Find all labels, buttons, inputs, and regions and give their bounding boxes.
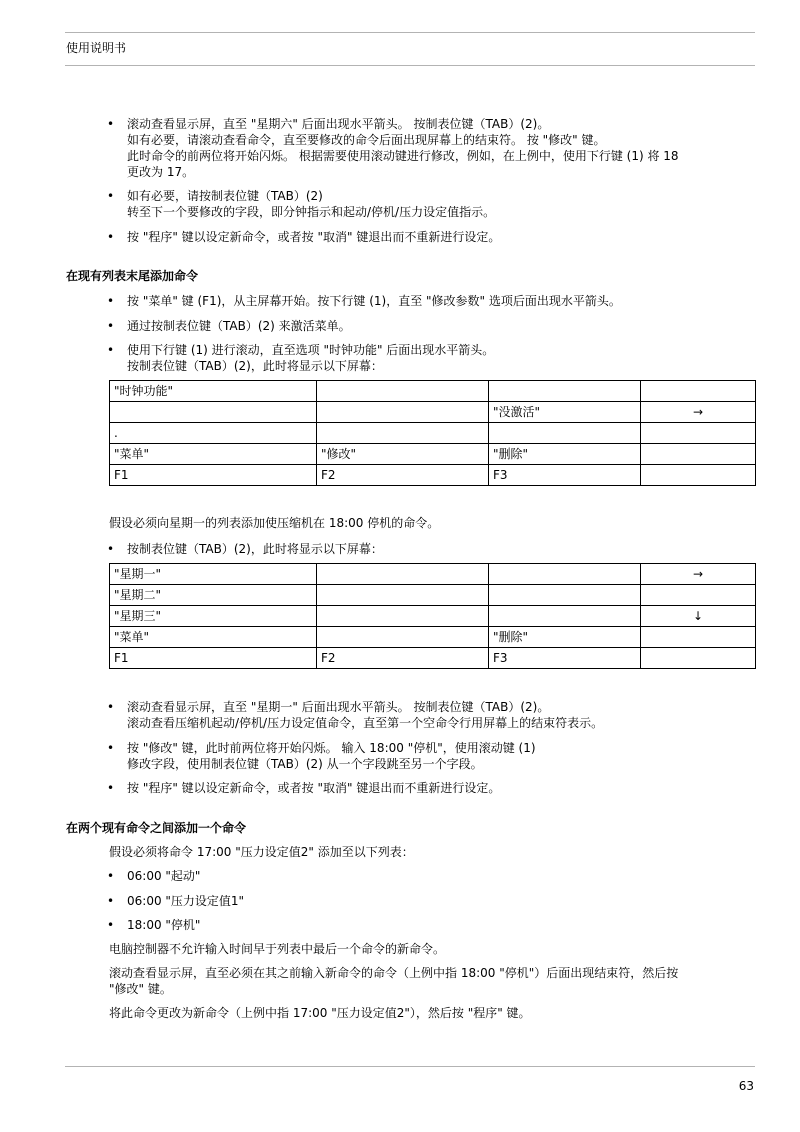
screen-cell — [641, 444, 756, 465]
screen-cell — [641, 585, 756, 606]
screen-cell — [110, 402, 317, 423]
table-row — [110, 627, 756, 648]
screen-cell — [489, 381, 641, 402]
screen-cell — [317, 606, 489, 627]
header-top-rule — [65, 32, 755, 33]
screen-cell — [489, 585, 641, 606]
screen-cell: F1 — [110, 648, 317, 669]
screen-cell: "菜单" — [110, 627, 317, 648]
screen-cell — [317, 564, 489, 585]
screen-cell: F3 — [489, 648, 641, 669]
table-row — [110, 423, 756, 444]
screen-cell — [317, 627, 489, 648]
screen-cell: F2 — [317, 465, 489, 486]
screen-cell — [317, 402, 489, 423]
screen-cell: F3 — [489, 465, 641, 486]
display-screen-table — [109, 380, 756, 486]
table-row — [110, 444, 756, 465]
paragraph: 假设必须将命令 17:00 "压力设定值2" 添加至以下列表： — [109, 845, 414, 859]
section-heading: 在两个现有命令之间添加一个命令 — [66, 821, 247, 835]
screen-cell: "删除" — [489, 627, 641, 648]
screen-cell: "修改" — [317, 444, 489, 465]
screen-cell: "星期一" — [110, 564, 317, 585]
page-number: 63 — [738, 1079, 754, 1093]
table-row — [110, 465, 756, 486]
screen-cell — [317, 585, 489, 606]
table-row — [110, 564, 756, 585]
arrow-right-icon: → — [641, 402, 756, 423]
screen-cell: F1 — [110, 465, 317, 486]
paragraph: 将此命令更改为新命令（上例中指 17:00 "压力设定值2"），然后按 "程序" 键。 — [109, 1006, 531, 1020]
screen-cell: "星期二" — [110, 585, 317, 606]
section-heading: 在现有列表末尾添加命令 — [66, 269, 199, 283]
screen-cell: . — [110, 423, 317, 444]
screen-cell — [317, 423, 489, 444]
header-title: 使用说明书 — [66, 41, 127, 55]
screen-cell — [489, 564, 641, 585]
header-bottom-rule — [65, 65, 755, 66]
table-row — [110, 648, 756, 669]
screen-cell — [317, 381, 489, 402]
screen-cell — [489, 423, 641, 444]
screen-cell — [641, 423, 756, 444]
footer-rule — [65, 1066, 755, 1067]
screen-cell: "时钟功能" — [110, 381, 317, 402]
table-row — [110, 402, 756, 423]
table-row — [110, 606, 756, 627]
screen-cell — [641, 627, 756, 648]
screen-cell: "菜单" — [110, 444, 317, 465]
table-row — [110, 381, 756, 402]
paragraph: 假设必须向星期一的列表添加使压缩机在 18:00 停机的命令。 — [109, 516, 440, 530]
arrow-down-icon: ↓ — [641, 606, 756, 627]
paragraph: 滚动查看显示屏，直至必须在其之前输入新命令的命令（上例中指 18:00 "停机"）后面出现结束符，然后按 "修改" 键。 — [109, 966, 679, 996]
screen-cell: "没激活" — [489, 402, 641, 423]
screen-cell: "星期三" — [110, 606, 317, 627]
screen-cell — [641, 648, 756, 669]
screen-cell — [489, 606, 641, 627]
display-screen-table — [109, 563, 756, 669]
screen-cell — [641, 465, 756, 486]
paragraph: 电脑控制器不允许输入时间早于列表中最后一个命令的新命令。 — [109, 942, 446, 956]
screen-cell: F2 — [317, 648, 489, 669]
screen-cell: "删除" — [489, 444, 641, 465]
screen-cell — [641, 381, 756, 402]
table-row — [110, 585, 756, 606]
arrow-right-icon: → — [641, 564, 756, 585]
